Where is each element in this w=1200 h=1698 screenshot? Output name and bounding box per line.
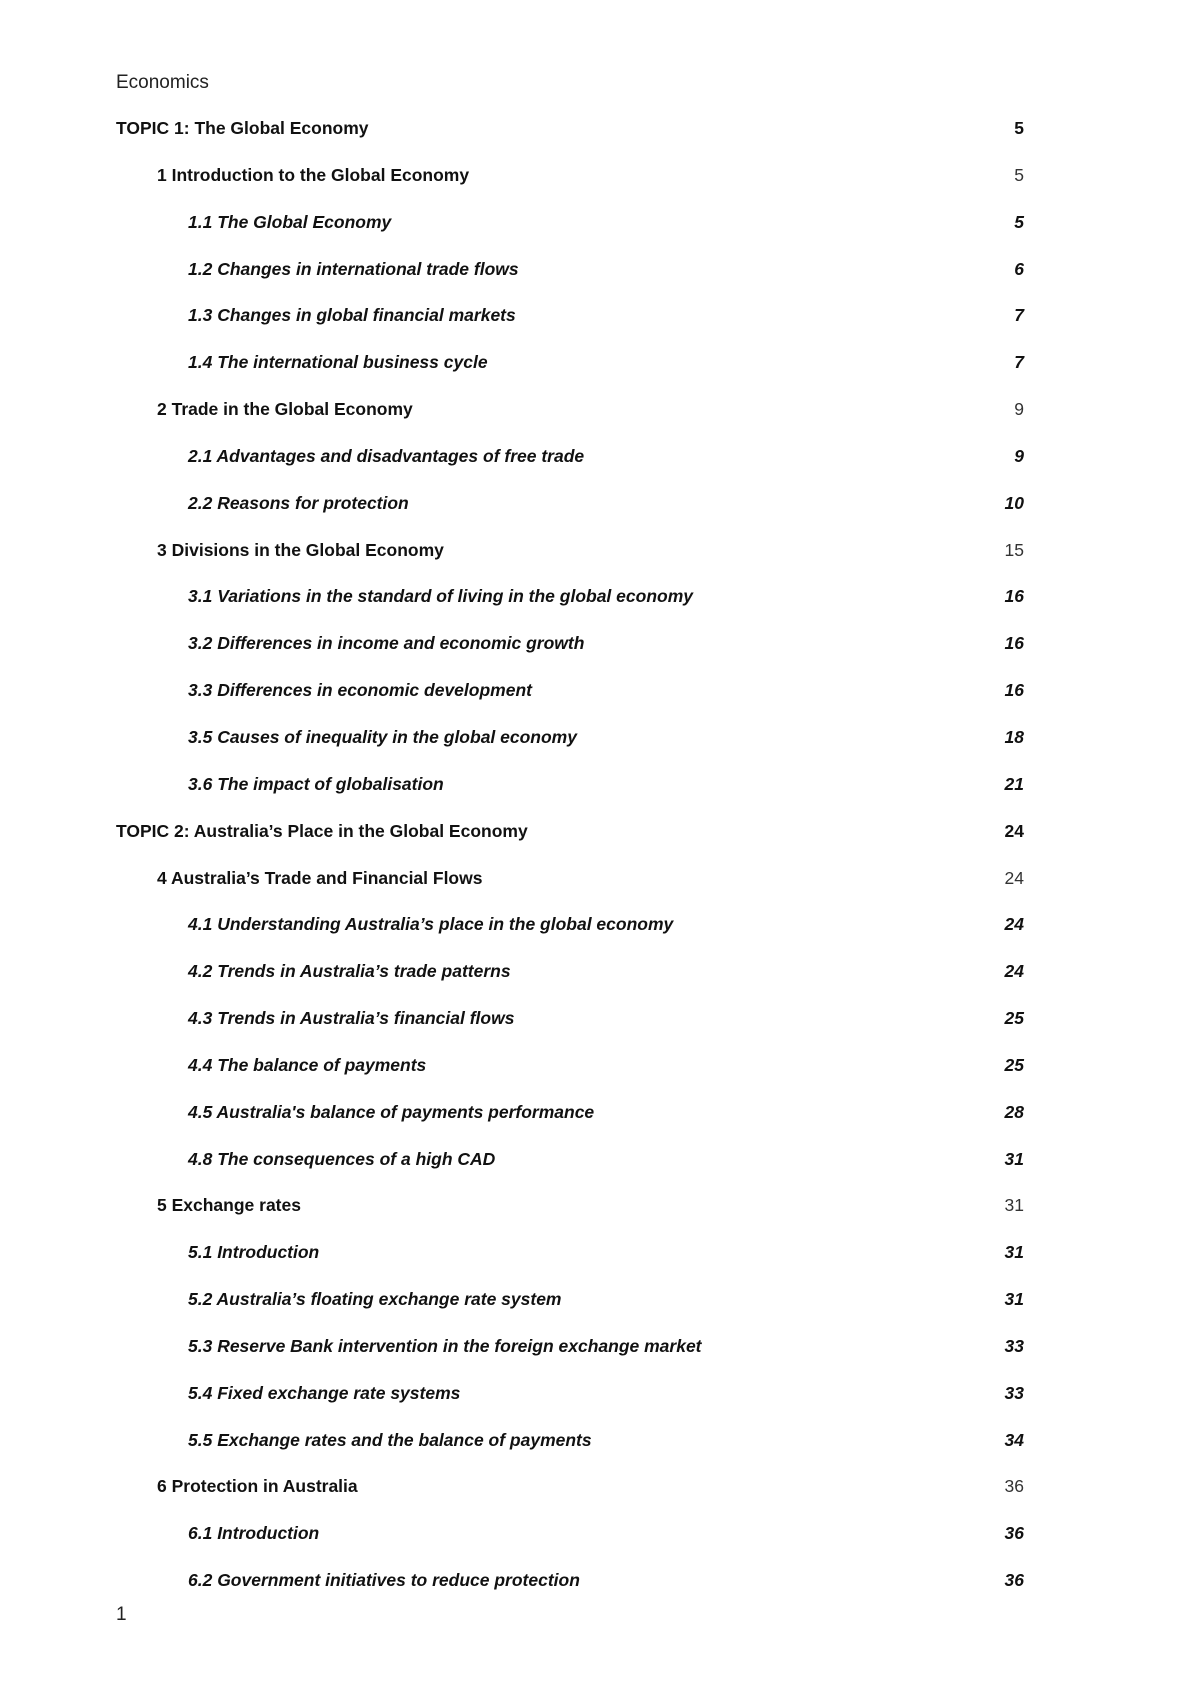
toc-entry-page-number: 36 xyxy=(1004,1523,1024,1544)
toc-entry[interactable] xyxy=(0,1141,1200,1188)
toc-entry[interactable] xyxy=(0,719,1200,766)
toc-entry-page-number: 33 xyxy=(1004,1382,1024,1403)
toc-entry-page-number: 9 xyxy=(1014,445,1024,466)
toc-entry-title: 3.6 The impact of globalisation xyxy=(188,773,444,794)
toc-entry-page-number: 7 xyxy=(1014,352,1024,373)
toc-entry-title: 2 Trade in the Global Economy xyxy=(157,399,413,420)
toc-entry[interactable] xyxy=(0,1234,1200,1281)
toc-entry-page-number: 24 xyxy=(1004,867,1024,888)
toc-entry[interactable] xyxy=(0,532,1200,579)
toc-entry-page-number: 21 xyxy=(1004,773,1024,794)
toc-entry-title: 1 Introduction to the Global Economy xyxy=(157,164,470,185)
toc-entry[interactable] xyxy=(0,204,1200,251)
toc-entry-page-number: 16 xyxy=(1004,633,1024,654)
toc-entry-page-number: 16 xyxy=(1004,586,1024,607)
toc-entry[interactable] xyxy=(0,297,1200,344)
toc-entry-title: 3.1 Variations in the standard of living in the global economy xyxy=(188,586,693,607)
toc-entry-page-number: 5 xyxy=(1014,211,1024,232)
toc-entry-title: 4.2 Trends in Australia’s trade patterns xyxy=(188,961,511,982)
toc-entry-title: 2.1 Advantages and disadvantages of free trade xyxy=(188,445,585,466)
toc-entry[interactable] xyxy=(0,672,1200,719)
toc-entry-title: 5.2 Australia’s floating exchange rate system xyxy=(188,1289,562,1310)
toc-entry-page-number: 24 xyxy=(1004,961,1024,982)
toc-entry-page-number: 31 xyxy=(1004,1289,1024,1310)
toc-entry[interactable] xyxy=(0,1328,1200,1375)
toc-entry-page-number: 24 xyxy=(1004,914,1024,935)
toc-entry[interactable] xyxy=(0,953,1200,1000)
toc-entry-title: 4.4 The balance of payments xyxy=(188,1054,427,1075)
toc-entry[interactable] xyxy=(0,344,1200,391)
toc-entry-title: 1.1 The Global Economy xyxy=(188,211,392,232)
toc-entry-page-number: 7 xyxy=(1014,305,1024,326)
toc-entry-page-number: 24 xyxy=(1004,820,1024,841)
toc-entry[interactable] xyxy=(0,391,1200,438)
toc-entry[interactable] xyxy=(0,578,1200,625)
toc-entry-title: 1.3 Changes in global financial markets xyxy=(188,305,516,326)
toc-entry[interactable] xyxy=(0,1281,1200,1328)
toc-entry-title: 5.5 Exchange rates and the balance of payments xyxy=(188,1429,592,1450)
toc-entry-page-number: 6 xyxy=(1014,258,1024,279)
toc-entry[interactable] xyxy=(0,1094,1200,1141)
toc-entry-page-number: 16 xyxy=(1004,680,1024,701)
toc-entry-title: 5.1 Introduction xyxy=(188,1242,320,1263)
toc-entry[interactable] xyxy=(0,625,1200,672)
toc-entry-page-number: 18 xyxy=(1004,726,1024,747)
toc-entry[interactable] xyxy=(0,1468,1200,1515)
toc-entry[interactable] xyxy=(0,251,1200,298)
toc-entry-title: 5.3 Reserve Bank intervention in the foreign exchange market xyxy=(188,1335,702,1356)
toc-entry-page-number: 5 xyxy=(1014,164,1024,185)
toc-entry[interactable] xyxy=(0,110,1200,157)
toc-entry-title: 4.1 Understanding Australia’s place in the global economy xyxy=(188,914,674,935)
toc-entry-title: 5 Exchange rates xyxy=(157,1195,301,1216)
toc-entry-title: TOPIC 1: The Global Economy xyxy=(116,118,369,138)
toc-entry-title: 3.3 Differences in economic development xyxy=(188,680,532,701)
toc-entry[interactable] xyxy=(0,766,1200,813)
toc-entry-page-number: 10 xyxy=(1004,492,1024,513)
toc-entry[interactable] xyxy=(0,438,1200,485)
toc-entry[interactable] xyxy=(0,1000,1200,1047)
toc-entry-page-number: 25 xyxy=(1004,1008,1024,1029)
table-of-contents xyxy=(0,110,1200,1609)
toc-entry[interactable] xyxy=(0,1375,1200,1422)
toc-entry-page-number: 9 xyxy=(1014,399,1024,420)
document-header-title: Economics xyxy=(116,72,209,93)
toc-entry[interactable] xyxy=(0,1047,1200,1094)
toc-entry[interactable] xyxy=(0,1187,1200,1234)
toc-entry-page-number: 34 xyxy=(1004,1429,1024,1450)
toc-entry-page-number: 15 xyxy=(1004,539,1024,560)
toc-entry[interactable] xyxy=(0,860,1200,907)
toc-entry-title: 6.1 Introduction xyxy=(188,1523,320,1544)
toc-entry-page-number: 31 xyxy=(1004,1242,1024,1263)
toc-entry-title: 5.4 Fixed exchange rate systems xyxy=(188,1382,461,1403)
toc-entry-title: 1.2 Changes in international trade flows xyxy=(188,258,519,279)
toc-entry[interactable] xyxy=(0,813,1200,860)
toc-entry-title: 1.4 The international business cycle xyxy=(188,352,488,373)
toc-entry-page-number: 28 xyxy=(1004,1101,1024,1122)
toc-entry[interactable] xyxy=(0,1422,1200,1469)
toc-entry-title: 3.5 Causes of inequality in the global economy xyxy=(188,726,577,747)
toc-entry-title: 4 Australia’s Trade and Financial Flows xyxy=(157,867,483,888)
toc-entry[interactable] xyxy=(0,157,1200,204)
toc-entry[interactable] xyxy=(0,1515,1200,1562)
toc-entry-title: 3.2 Differences in income and economic growth xyxy=(188,633,585,654)
toc-entry[interactable] xyxy=(0,1562,1200,1609)
toc-entry-title: TOPIC 2: Australia’s Place in the Global Economy xyxy=(116,820,528,841)
toc-entry-page-number: 25 xyxy=(1004,1054,1024,1075)
toc-entry[interactable] xyxy=(0,485,1200,532)
toc-entry-title: 6.2 Government initiatives to reduce protection xyxy=(188,1570,580,1591)
toc-entry-page-number: 31 xyxy=(1004,1195,1024,1216)
toc-entry-page-number: 5 xyxy=(1014,118,1024,138)
toc-entry-title: 2.2 Reasons for protection xyxy=(188,492,409,513)
toc-entry-title: 4.3 Trends in Australia’s financial flows xyxy=(188,1008,515,1029)
toc-entry-page-number: 33 xyxy=(1004,1335,1024,1356)
page-number: 1 xyxy=(116,1604,127,1625)
toc-entry-page-number: 36 xyxy=(1004,1570,1024,1591)
toc-entry-title: 3 Divisions in the Global Economy xyxy=(157,539,444,560)
toc-entry-page-number: 36 xyxy=(1004,1476,1024,1497)
toc-entry-title: 4.5 Australia's balance of payments performance xyxy=(188,1101,595,1122)
toc-entry[interactable] xyxy=(0,906,1200,953)
toc-entry-title: 6 Protection in Australia xyxy=(157,1476,358,1497)
toc-entry-title: 4.8 The consequences of a high CAD xyxy=(188,1148,496,1169)
toc-entry-page-number: 31 xyxy=(1004,1148,1024,1169)
